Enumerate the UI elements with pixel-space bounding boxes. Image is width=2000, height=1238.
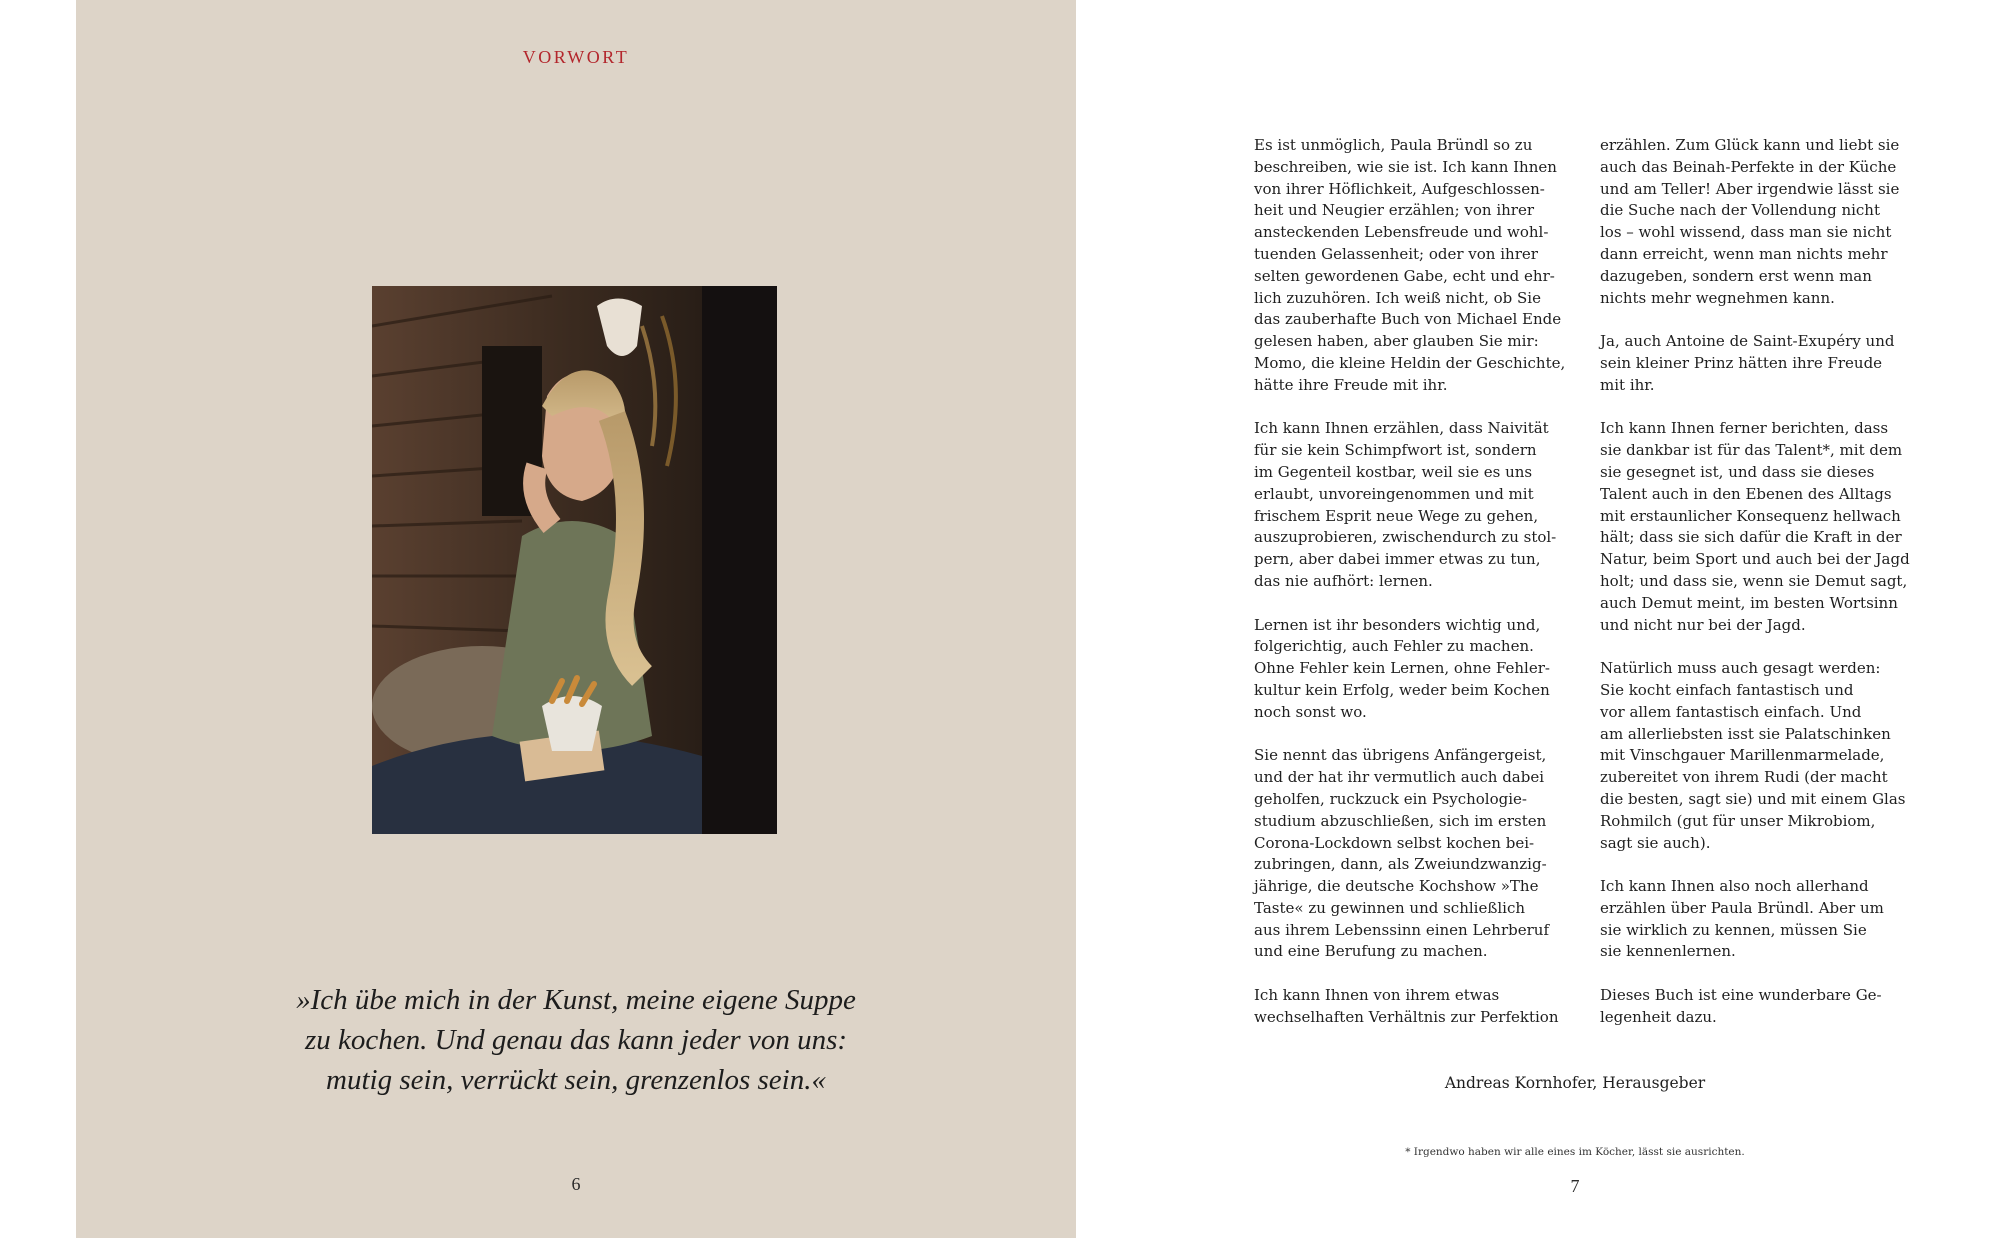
text-line: auch Demut meint, im besten Wortsinn	[1600, 593, 1898, 612]
page-number-right: 7	[1570, 1176, 1580, 1196]
text-line: wechselhaften Verhältnis zur Perfektion	[1254, 1007, 1559, 1026]
text-line: legenheit dazu.	[1600, 1007, 1717, 1026]
text-line: pern, aber dabei immer etwas zu tun,	[1254, 550, 1541, 569]
paragraph	[1600, 876, 1910, 963]
paragraph	[1254, 615, 1564, 724]
text-line: zubringen, dann, als Zweiundzwanzig-	[1254, 855, 1547, 874]
text-line: hätte ihre Freude mit ihr.	[1254, 375, 1448, 394]
text-line: selten gewordenen Gabe, echt und ehr-	[1254, 266, 1555, 285]
text-line: Rohmilch (gut für unser Mikrobiom,	[1600, 811, 1876, 830]
text-column-2	[1600, 135, 1910, 1050]
text-line: sagt sie auch).	[1600, 833, 1711, 852]
text-line: vor allem fantastisch einfach. Und	[1600, 702, 1862, 721]
text-line: die besten, sagt sie) und mit einem Glas	[1600, 789, 1906, 808]
text-line: Lernen ist ihr besonders wichtig und,	[1254, 615, 1541, 634]
text-line: und der hat ihr vermutlich auch dabei	[1254, 768, 1545, 787]
text-line: das nie aufhört: lernen.	[1254, 571, 1433, 590]
text-line: und am Teller! Aber irgendwie lässt sie	[1600, 179, 1900, 198]
text-line: dann erreicht, wenn man nichts mehr	[1600, 244, 1888, 263]
paragraph	[1254, 418, 1564, 592]
text-line: dazugeben, sondern erst wenn man	[1600, 266, 1872, 285]
text-line: Ja, auch Antoine de Saint-Exupéry und	[1600, 332, 1895, 351]
text-line: Dieses Buch ist eine wunderbare Ge-	[1600, 986, 1882, 1005]
text-line: erlaubt, unvoreingenommen und mit	[1254, 484, 1534, 503]
text-line: Sie nennt das übrigens Anfängergeist,	[1254, 746, 1547, 765]
text-line: lich zuzuhören. Ich weiß nicht, ob Sie	[1254, 288, 1541, 307]
left-page	[76, 0, 1076, 1238]
text-line: los – wohl wissend, dass man sie nicht	[1600, 223, 1892, 242]
text-line: jährige, die deutsche Kochshow »The	[1254, 877, 1539, 896]
section-heading: VORWORT	[522, 47, 630, 67]
text-line: und eine Berufung zu machen.	[1254, 942, 1488, 961]
footnote: * Irgendwo haben wir alle eines im Köcher, lässt sie ausrichten.	[1405, 1146, 1745, 1158]
text-line: erzählen. Zum Glück kann und liebt sie	[1600, 136, 1900, 154]
text-line: sein kleiner Prinz hätten ihre Freude	[1600, 353, 1883, 372]
text-line: mit ihr.	[1600, 375, 1655, 394]
text-line: hält; dass sie sich dafür die Kraft in der	[1600, 528, 1902, 547]
text-line: Natürlich muss auch gesagt werden:	[1600, 659, 1881, 678]
text-line: Corona-Lockdown selbst kochen bei-	[1254, 833, 1535, 852]
text-line: tuenden Gelassenheit; oder von ihrer	[1254, 244, 1538, 263]
text-line: die Suche nach der Vollendung nicht	[1600, 201, 1880, 220]
text-line: Es ist unmöglich, Paula Bründl so zu	[1254, 136, 1533, 154]
paragraph	[1254, 745, 1564, 963]
text-line: folgerichtig, auch Fehler zu machen.	[1254, 637, 1534, 656]
pull-quote	[226, 980, 926, 1100]
text-line: das zauberhafte Buch von Michael Ende	[1254, 310, 1562, 329]
text-column-1	[1254, 135, 1564, 1050]
text-line: Ich kann Ihnen also noch allerhand	[1600, 877, 1869, 896]
text-line: Momo, die kleine Heldin der Geschichte,	[1254, 353, 1566, 372]
paragraph	[1600, 418, 1910, 636]
text-line: im Gegenteil kostbar, weil sie es uns	[1254, 462, 1533, 481]
paragraph	[1600, 135, 1910, 309]
text-line: zubereitet von ihrem Rudi (der macht	[1600, 768, 1888, 787]
text-line: holt; und dass sie, wenn sie Demut sagt,	[1600, 571, 1908, 590]
text-line: beschreiben, wie sie ist. Ich kann Ihnen	[1254, 157, 1557, 176]
text-line: gelesen haben, aber glauben Sie mir:	[1254, 332, 1539, 351]
portrait-photo	[372, 286, 777, 834]
paragraph	[1600, 331, 1910, 396]
text-line: für sie kein Schimpfwort ist, sondern	[1254, 441, 1537, 460]
text-line: sie kennenlernen.	[1600, 942, 1736, 961]
text-line: frischem Esprit neue Wege zu gehen,	[1254, 506, 1539, 525]
text-line: Talent auch in den Ebenen des Alltags	[1600, 484, 1892, 503]
text-line: auszuprobieren, zwischendurch zu stol-	[1254, 528, 1557, 547]
text-line: Ich kann Ihnen von ihrem etwas	[1254, 986, 1500, 1005]
text-line: von ihrer Höflichkeit, Aufgeschlossen-	[1254, 179, 1545, 198]
text-line: Natur, beim Sport und auch bei der Jagd	[1600, 550, 1910, 569]
text-line: aus ihrem Lebenssinn einen Lehrberuf	[1254, 920, 1549, 939]
text-line: erzählen über Paula Bründl. Aber um	[1600, 898, 1884, 917]
text-line: auch das Beinah-Perfekte in der Küche	[1600, 157, 1897, 176]
text-line: Ich kann Ihnen erzählen, dass Naivität	[1254, 419, 1549, 438]
text-line: Sie kocht einfach fantastisch und	[1600, 680, 1854, 699]
text-line: nichts mehr wegnehmen kann.	[1600, 288, 1835, 307]
text-line: heit und Neugier erzählen; von ihrer	[1254, 201, 1535, 220]
paragraph	[1600, 658, 1910, 854]
text-line: noch sonst wo.	[1254, 702, 1367, 721]
paragraph	[1600, 985, 1910, 1029]
text-line: mit erstaunlicher Konsequenz hellwach	[1600, 506, 1901, 525]
text-line: Taste« zu gewinnen und schließlich	[1254, 898, 1526, 917]
quote-line: »Ich übe mich in der Kunst, meine eigene Suppe	[296, 984, 856, 1016]
paragraph	[1254, 985, 1564, 1029]
text-line: am allerliebsten isst sie Palatschinken	[1600, 724, 1891, 743]
text-line: Ohne Fehler kein Lernen, ohne Fehler-	[1254, 659, 1550, 678]
text-line: ansteckenden Lebensfreude und wohl-	[1254, 223, 1549, 242]
author-signature: Andreas Kornhofer, Herausgeber	[1444, 1074, 1706, 1092]
text-line: geholfen, ruckzuck ein Psychologie-	[1254, 789, 1527, 808]
text-line: studium abzuschließen, sich im ersten	[1254, 811, 1547, 830]
quote-line: mutig sein, verrückt sein, grenzenlos sein.«	[326, 1064, 826, 1096]
text-line: sie dankbar ist für das Talent*, mit dem	[1600, 441, 1903, 460]
text-line: mit Vinschgauer Marillenmarmelade,	[1600, 746, 1885, 765]
text-line: und nicht nur bei der Jagd.	[1600, 615, 1806, 634]
text-line: sie wirklich zu kennen, müssen Sie	[1600, 920, 1867, 939]
text-line: Ich kann Ihnen ferner berichten, dass	[1600, 419, 1889, 438]
text-line: sie gesegnet ist, und dass sie dieses	[1600, 462, 1875, 481]
page-number-left: 6	[571, 1174, 581, 1194]
paragraph	[1254, 135, 1564, 397]
quote-line: zu kochen. Und genau das kann jeder von uns:	[304, 1024, 848, 1056]
text-line: kultur kein Erfolg, weder beim Kochen	[1254, 680, 1550, 699]
